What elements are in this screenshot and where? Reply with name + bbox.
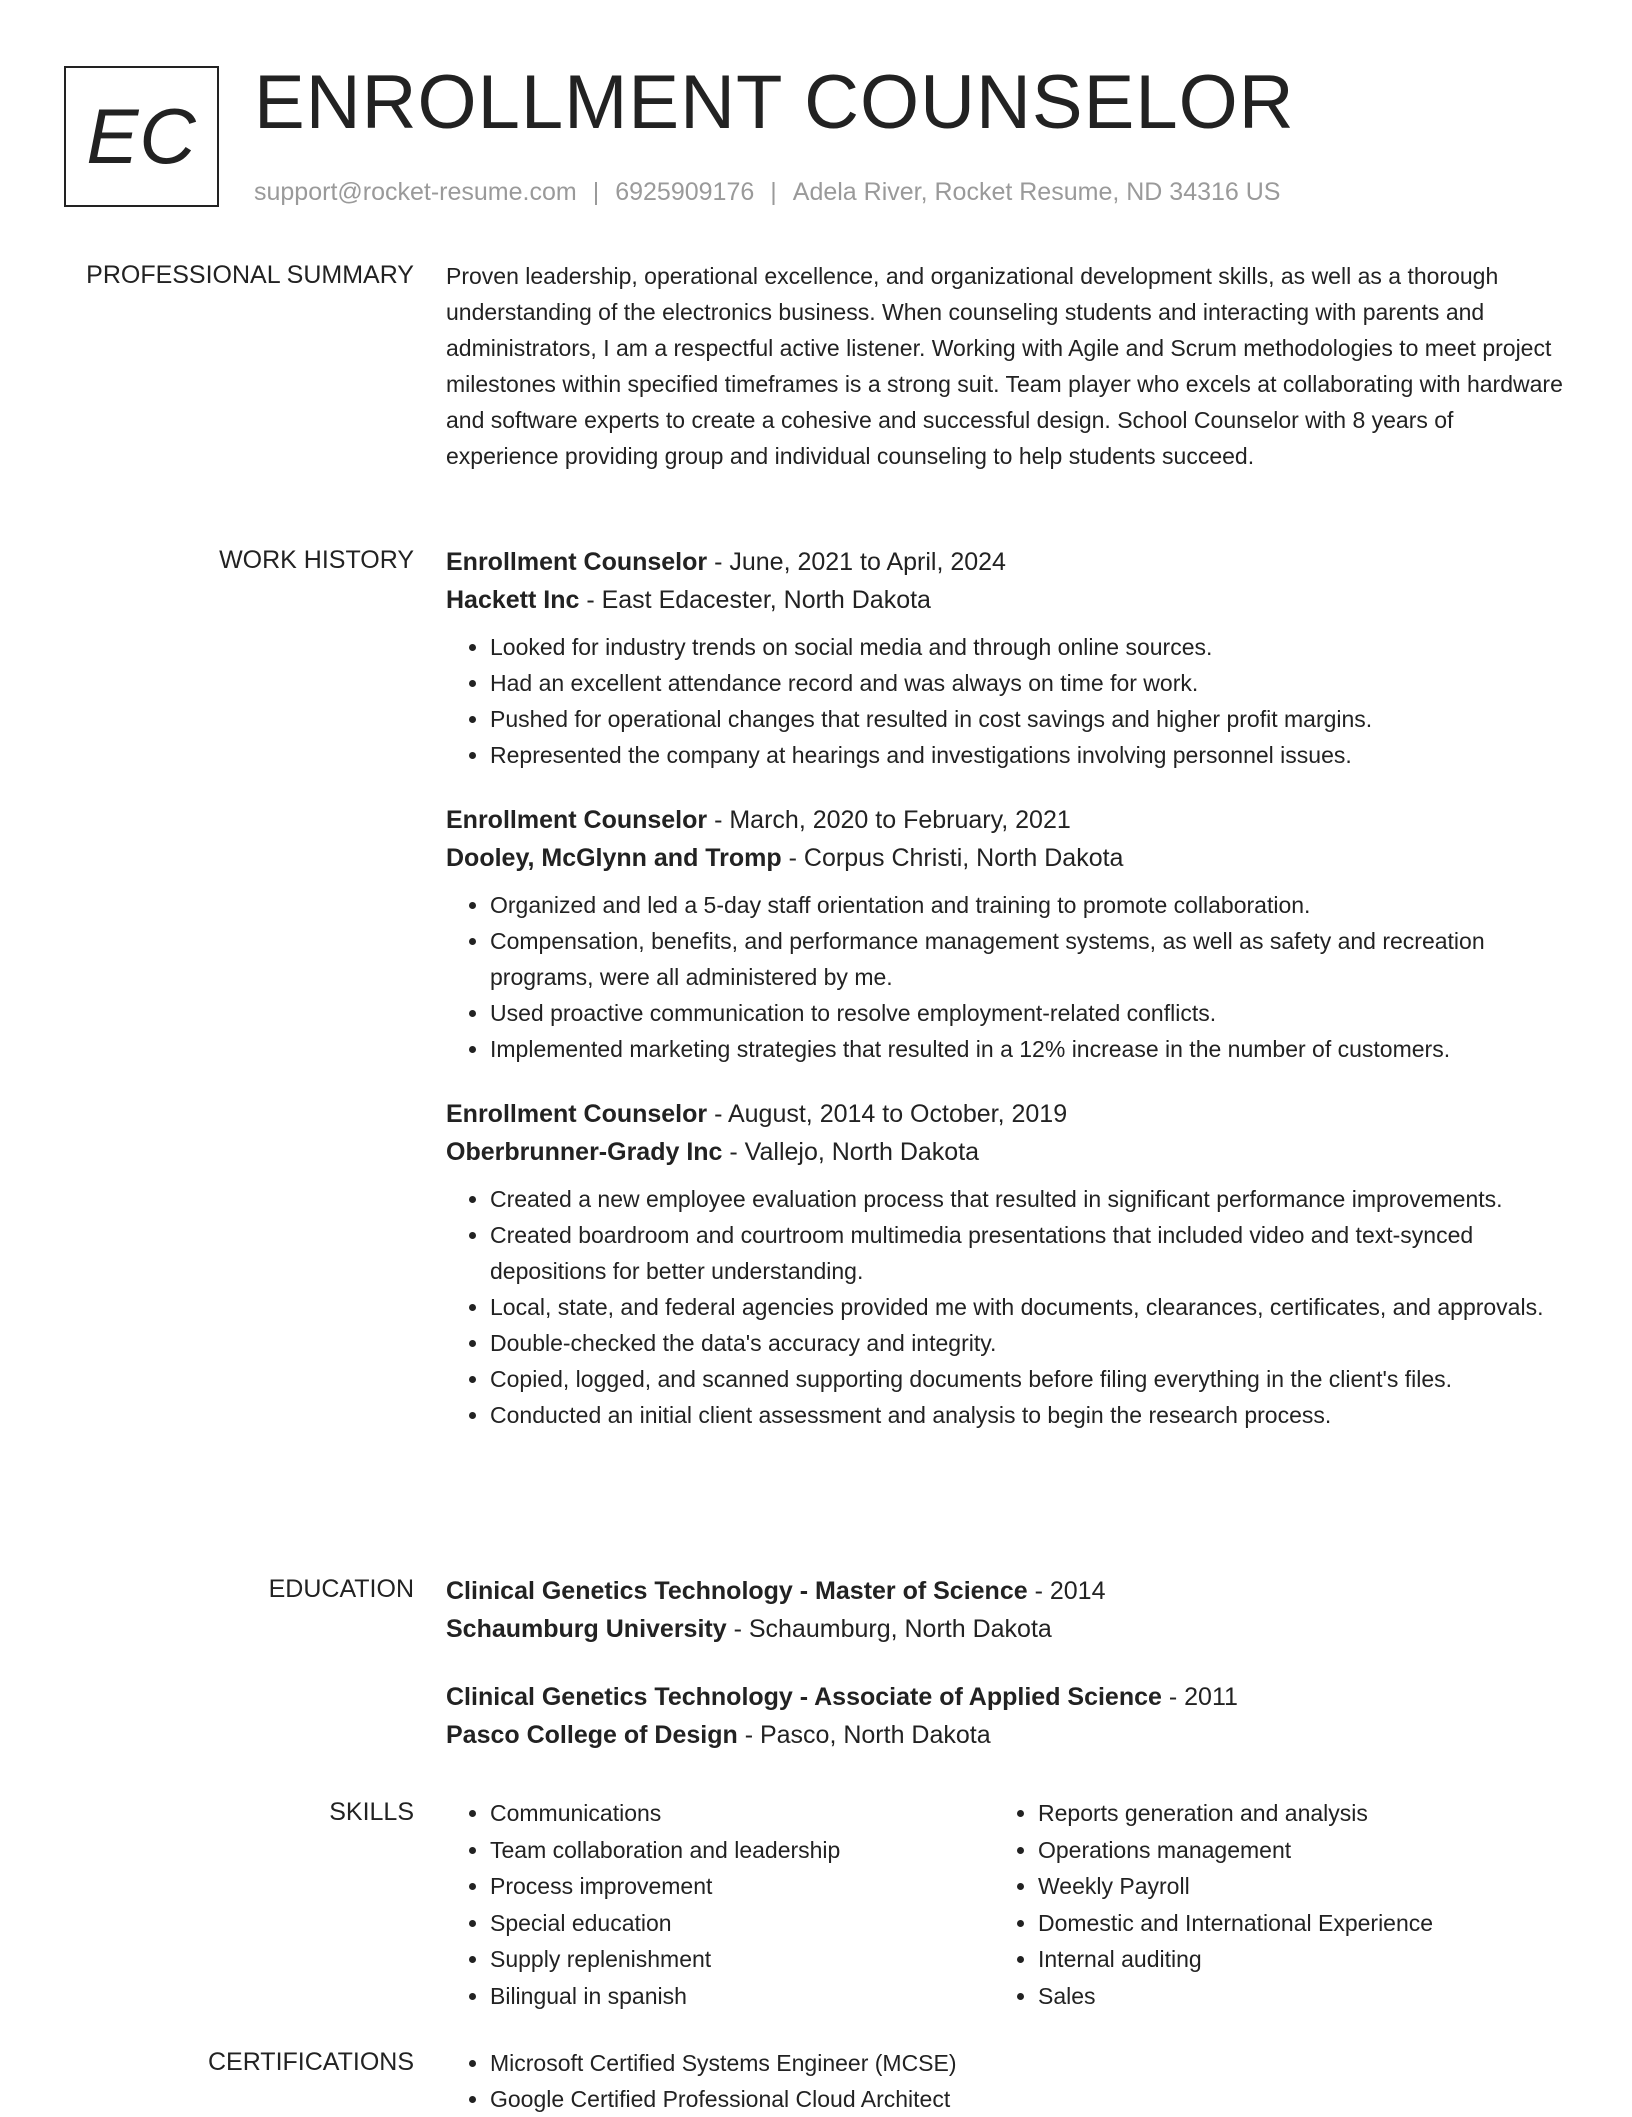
certifications-body	[446, 2045, 1566, 2117]
job-bullet: • Double-checked the data's accuracy and integrity.	[490, 1325, 1566, 1361]
resume-name: ENROLLMENT COUNSELOR	[254, 60, 1295, 145]
job-company: Oberbrunner-Grady Inc	[446, 1138, 723, 1166]
job-dates: - March, 2020 to February, 2021	[707, 806, 1071, 834]
job-title-line	[446, 801, 1566, 839]
education-year: - 2014	[1027, 1577, 1106, 1605]
skill-item: • Weekly Payroll	[1038, 1868, 1542, 1905]
education-degree-line	[446, 1678, 1566, 1716]
job-bullet: • Looked for industry trends on social media and through online sources.	[490, 629, 1566, 665]
job-title-line	[446, 1095, 1566, 1133]
skill-item: • Operations management	[1038, 1832, 1542, 1869]
job-entry	[446, 801, 1566, 1067]
job-entry	[446, 543, 1566, 773]
job-bullets	[446, 1181, 1566, 1433]
skills-columns	[446, 1795, 1566, 2014]
contact-phone[interactable]: 6925909176	[615, 178, 755, 206]
education-degree-line	[446, 1572, 1566, 1610]
skills-list-left	[446, 1795, 994, 2014]
contact-email[interactable]: support@rocket-resume.com	[254, 178, 577, 206]
education-degree: Clinical Genetics Technology - Associate of Applied Science	[446, 1683, 1162, 1711]
job-bullet: • Represented the company at hearings and investigations involving personnel issues.	[490, 737, 1566, 773]
job-location: - Corpus Christi, North Dakota	[781, 844, 1124, 872]
certifications-list	[446, 2045, 1566, 2117]
skill-item: • Special education	[490, 1905, 994, 1942]
work-history-body	[446, 543, 1566, 1461]
contact-address: Adela River, Rocket Resume, ND 34316 US	[792, 178, 1281, 206]
skill-item: • Domestic and International Experience	[1038, 1905, 1542, 1942]
job-location: - East Edacester, North Dakota	[579, 586, 931, 614]
job-bullet: • Conducted an initial client assessment and analysis to begin the research process.	[490, 1397, 1566, 1433]
section-label-work-history: WORK HISTORY	[219, 546, 414, 574]
job-bullet: • Organized and led a 5-day staff orientation and training to promote collaboration.	[490, 887, 1566, 923]
job-bullet: • Local, state, and federal agencies provided me with documents, clearances, certificates, and approvals.	[490, 1289, 1566, 1325]
job-title: Enrollment Counselor	[446, 1100, 708, 1128]
education-entry	[446, 1678, 1566, 1754]
education-school: Schaumburg University	[446, 1615, 727, 1643]
skill-item: • Sales	[1038, 1978, 1542, 2015]
education-school: Pasco College of Design	[446, 1721, 738, 1749]
section-label-education: EDUCATION	[268, 1575, 414, 1603]
contact-separator: |	[592, 178, 600, 206]
education-location: - Schaumburg, North Dakota	[726, 1615, 1052, 1643]
job-location: - Vallejo, North Dakota	[722, 1138, 980, 1166]
job-company: Dooley, McGlynn and Tromp	[446, 844, 782, 872]
job-dates: - August, 2014 to October, 2019	[707, 1100, 1068, 1128]
monogram-initials: EC	[86, 92, 197, 180]
education-location: - Pasco, North Dakota	[737, 1721, 991, 1749]
job-company-line	[446, 839, 1566, 877]
job-company-line	[446, 581, 1566, 619]
skills-body	[446, 1795, 1566, 2014]
skill-item: • Supply replenishment	[490, 1941, 994, 1978]
job-bullet: • Created a new employee evaluation process that resulted in significant performance improvements.	[490, 1181, 1566, 1217]
section-label-skills: SKILLS	[329, 1798, 414, 1826]
job-company: Hackett Inc	[446, 586, 580, 614]
education-school-line	[446, 1716, 1566, 1754]
certification-item: • Microsoft Certified Systems Engineer (MCSE)	[490, 2045, 1566, 2081]
job-dates: - June, 2021 to April, 2024	[707, 548, 1006, 576]
job-bullet: • Created boardroom and courtroom multimedia presentations that included video and text-synced depositions for better understanding.	[490, 1217, 1566, 1289]
skill-item: • Communications	[490, 1795, 994, 1832]
job-bullets	[446, 887, 1566, 1067]
monogram-box	[64, 66, 219, 207]
education-school-line	[446, 1610, 1566, 1648]
summary-body	[446, 258, 1566, 474]
education-year: - 2011	[1161, 1683, 1238, 1711]
skill-item: • Team collaboration and leadership	[490, 1832, 994, 1869]
contact-separator: |	[770, 178, 777, 206]
education-degree: Clinical Genetics Technology - Master of Science	[446, 1577, 1028, 1605]
education-entry	[446, 1572, 1566, 1648]
skill-item: • Bilingual in spanish	[490, 1978, 994, 2015]
job-bullet: • Pushed for operational changes that resulted in cost savings and higher profit margins.	[490, 701, 1566, 737]
summary-text: Proven leadership, operational excellence, and organizational development skills, as well as a thorough understanding of the electronics business. When counseling students and interacting with parents and administrators, I am a respectful active listener. Working with Agile and Scrum methodologies to meet project milestones within specified timeframes is a strong suit. Team player who excels at collaborating with hardware and software experts to create a cohesive and successful design. School Counselor with 8 years of experience providing group and individual counseling to help students succeed.	[446, 263, 1563, 469]
skill-item: • Internal auditing	[1038, 1941, 1542, 1978]
section-label-certifications: CERTIFICATIONS	[207, 2048, 414, 2076]
education-body	[446, 1572, 1566, 1784]
job-bullets	[446, 629, 1566, 773]
job-title: Enrollment Counselor	[446, 806, 708, 834]
job-bullet: • Implemented marketing strategies that resulted in a 12% increase in the number of customers.	[490, 1031, 1566, 1067]
job-bullet: • Copied, logged, and scanned supporting documents before filing everything in the client's files.	[490, 1361, 1566, 1397]
job-bullet: • Had an excellent attendance record and was always on time for work.	[490, 665, 1566, 701]
job-title-line	[446, 543, 1566, 581]
section-label-summary: PROFESSIONAL SUMMARY	[86, 261, 414, 289]
job-bullet: • Used proactive communication to resolve employment-related conflicts.	[490, 995, 1566, 1031]
skill-item: • Process improvement	[490, 1868, 994, 1905]
certification-item: • Google Certified Professional Cloud Architect	[490, 2081, 1566, 2117]
skills-list-right	[994, 1795, 1542, 2014]
job-title: Enrollment Counselor	[446, 548, 708, 576]
contact-line	[254, 176, 1281, 208]
job-company-line	[446, 1133, 1566, 1171]
job-bullet: • Compensation, benefits, and performance management systems, as well as safety and recreation programs, were all administered by me.	[490, 923, 1566, 995]
job-entry	[446, 1095, 1566, 1433]
skill-item: • Reports generation and analysis	[1038, 1795, 1542, 1832]
